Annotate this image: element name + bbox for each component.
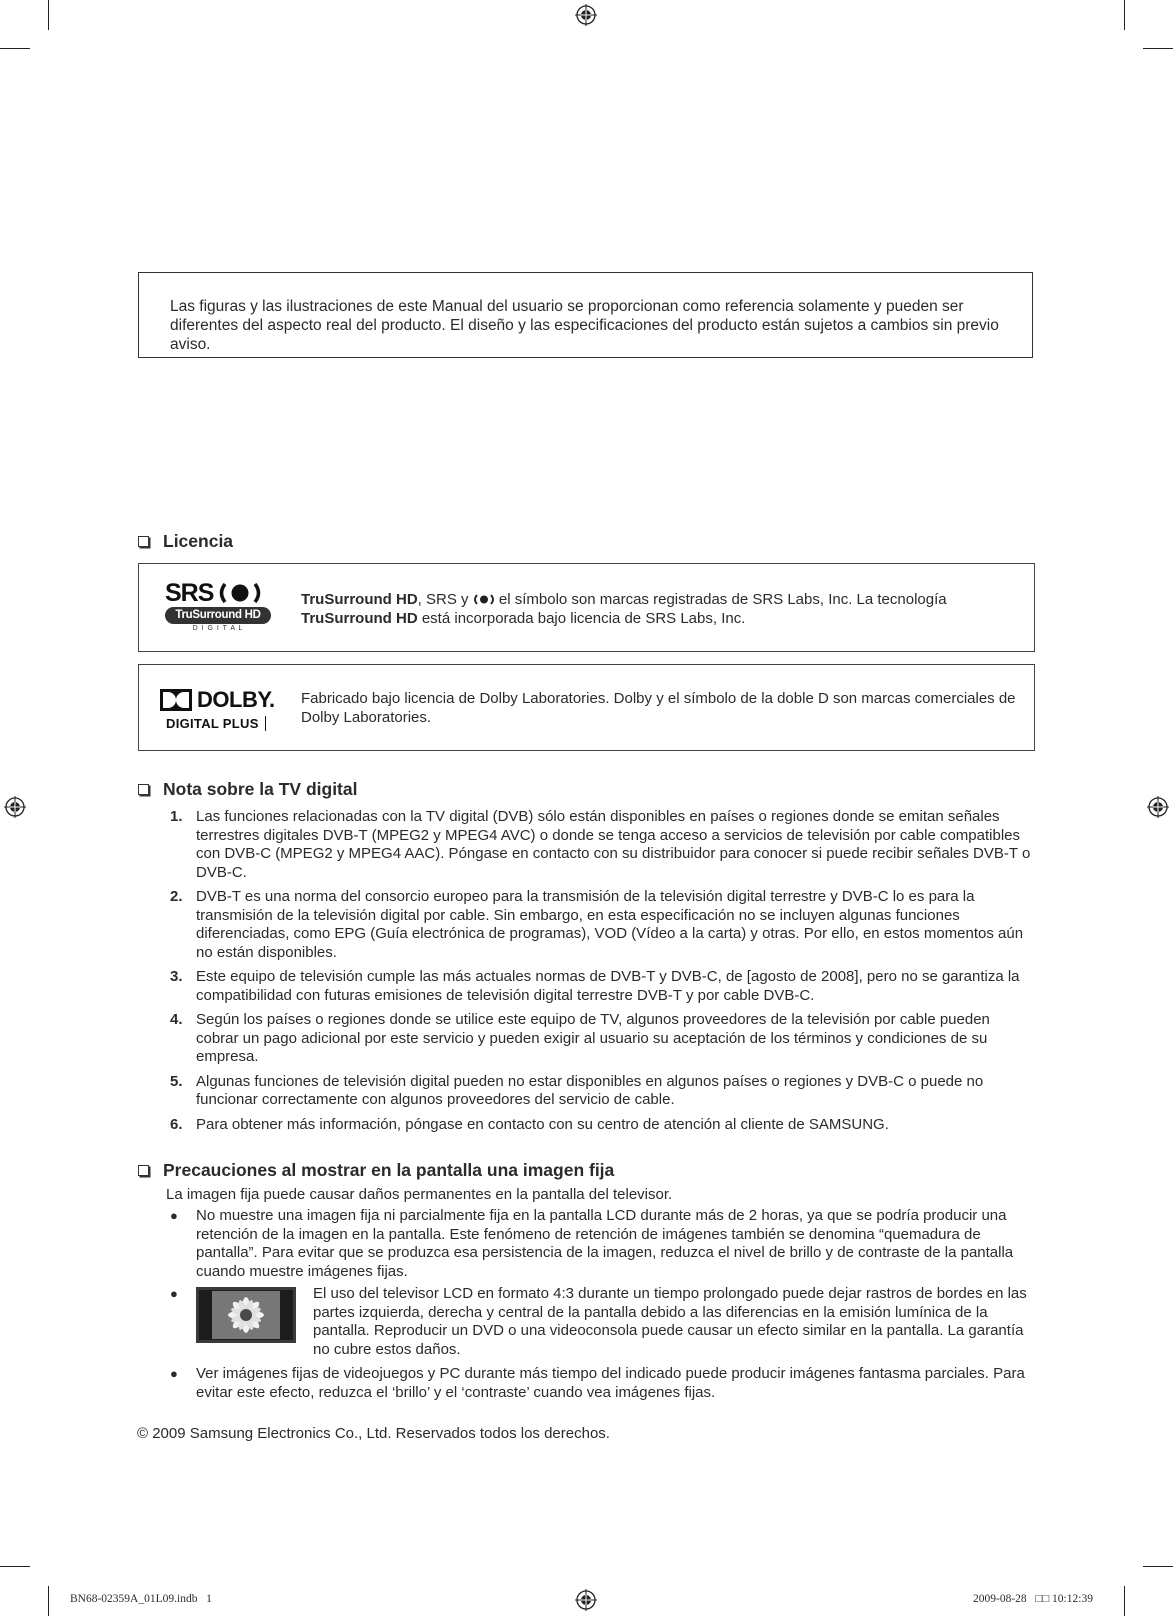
tv-still-image-illustration [196, 1287, 296, 1343]
list-item: 3. Este equipo de televisión cumple las más actuales normas de DVB-T y DVB-C, de [agosto de 2008], pero no se garantiza la compatibilidad con futuras emisiones de televisión digital terrestre DVB-T y por cable DVB-C. [170, 968, 1020, 1004]
brand-name: TruSurround HD [301, 610, 418, 627]
logo-divider [265, 716, 267, 731]
digital-tv-notes-list [166, 808, 1036, 1140]
checkbox-bullet-icon [138, 1165, 149, 1176]
precaution-bullet-1: No muestre una imagen fija ni parcialmente fija en la pantalla LCD durante más de 2 horas, ya que se podría producir una retención de la imagen en la pantalla. Este fenómeno de retención de imágenes también se denomina “quemadura de pantalla”. Para evitar que se produzca esa persistencia de la imagen, reduzca el nivel de brillo y de contraste de la pantalla cuando muestre imágenes fijas. [196, 1207, 1014, 1280]
bullet-icon: ● [170, 1208, 178, 1223]
srs-logo-text: SRS [165, 579, 214, 607]
srs-logo [165, 581, 273, 637]
srs-license-box [138, 563, 1035, 652]
dolby-logo [160, 687, 280, 733]
crop-mark [0, 1566, 30, 1567]
bullet-icon: ● [170, 1286, 178, 1301]
disclaimer-text: Las figuras y las ilustraciones de este Manual del usuario se proporcionan como referencia solamente y pueden ser diferentes del aspecto real del producto. El diseño y las especificaciones del producto están sujetos a cambios sin previo aviso. [170, 298, 999, 353]
bullet-icon: ● [170, 1366, 178, 1381]
copyright-text: © 2009 Samsung Electronics Co., Ltd. Reservados todos los derechos. [137, 1425, 610, 1442]
registration-mark-icon [1147, 796, 1169, 818]
srs-symbol-icon [217, 582, 263, 604]
footer-timestamp: 2009-08-28 □□ 10:12:39 [973, 1593, 1093, 1605]
dolby-logo-text: DOLBY. [197, 687, 275, 712]
srs-symbol-icon [473, 594, 495, 605]
registration-mark-icon [575, 1589, 597, 1611]
precaution-bullet-3: Ver imágenes fijas de videojuegos y PC durante más tiempo del indicado puede producir imágenes fantasma parciales. Para evitar este efecto, reduzca el ‘brillo’ y el ‘contraste’ cuando vea imágenes fijas. [196, 1365, 1025, 1401]
dolby-license-text: Fabricado bajo licencia de Dolby Laboratories. Dolby y el símbolo de la doble D son marcas comerciales de Dolby Laboratories. [301, 690, 1016, 726]
brand-name: TruSurround HD [301, 591, 418, 608]
disclaimer-box [138, 272, 1033, 358]
crop-mark [48, 1586, 49, 1616]
section-heading-precauciones [138, 1160, 614, 1181]
list-item: 4. Según los países o regiones donde se utilice este equipo de TV, algunos proveedores de la televisión por cable pueden cobrar un pago adicional por este servicio y pueden exigir al usuario su aceptación de los términos y condiciones de su empresa. [170, 1011, 990, 1065]
crop-mark [0, 48, 30, 49]
registration-mark-icon [4, 796, 26, 818]
crop-mark [1124, 0, 1125, 30]
crop-mark [1143, 1566, 1173, 1567]
section-heading-licencia [138, 531, 233, 552]
digital-plus-text: DIGITAL PLUS [166, 716, 259, 731]
precaution-bullet-2: El uso del televisor LCD en formato 4:3 durante un tiempo prolongado puede dejar rastros de bordes en las partes izquierda, derecha y central de la pantalla debido a las diferencias en la emisión lumínica de la pantalla. Reproducir un DVD o una videoconsola puede causar un efecto similar en la pantalla. La garantía no cubre estos daños. [313, 1285, 1027, 1358]
checkbox-bullet-icon [138, 784, 149, 795]
dolby-license-box [138, 664, 1035, 751]
heading-text: Precauciones al mostrar en la pantalla una imagen fija [163, 1160, 615, 1180]
crop-mark [1143, 48, 1173, 49]
trusurround-logo-badge: TruSurround HD [165, 607, 271, 624]
list-item: 1. Las funciones relacionadas con la TV digital (DVB) sólo están disponibles en países o regiones donde se emitan señales terrestres digitales DVB-T (MPEG2 y MPEG4 AVC) o donde se tenga acceso a servicios de televisión por cable compatibles con DVB-C (MPEG2 y MPEG4 AAC). Póngase en contacto con su distribuidor para conocer si puede recibir señales DVB-T o DVB-C. [170, 808, 1031, 881]
crop-mark [48, 0, 49, 30]
crop-mark [1124, 1586, 1125, 1616]
precauciones-intro: La imagen fija puede causar daños permanentes en la pantalla del televisor. [166, 1186, 673, 1203]
dolby-double-d-icon [160, 689, 192, 711]
srs-license-text: TruSurround HD, SRS y el símbolo son marcas registradas de SRS Labs, Inc. La tecnología TruSurround HD está incorporada bajo licencia de SRS Labs, Inc. [301, 591, 947, 627]
list-item: 5. Algunas funciones de televisión digital pueden no estar disponibles en algunos países o regiones y DVB-C o puede no funcionar correctamente con algunos proveedores del servicio de cable. [170, 1072, 984, 1108]
digital-logo-text: D I G I T A L [192, 625, 244, 632]
heading-text: Licencia [163, 531, 234, 551]
checkbox-bullet-icon [138, 536, 149, 547]
section-heading-nota [138, 779, 357, 800]
registration-mark-icon [575, 4, 597, 26]
list-item: 2. DVB-T es una norma del consorcio europeo para la transmisión de la televisión digital terrestre y DVB-C lo es para la transmisión de la televisión digital por cable. Sin embargo, en esta especificación no se incluyen algunas funciones diferenciadas, como EPG (Guía electrónica de programas), VOD (Vídeo a la carta) y otras. Por ello, en estos momentos aún no están disponibles. [170, 888, 1024, 961]
footer-file-name: BN68-02359A_01L09.indb 1 [70, 1593, 212, 1605]
list-item: 6. Para obtener más información, póngase en contacto con su centro de atención al cliente de SAMSUNG. [170, 1115, 889, 1133]
heading-text: Nota sobre la TV digital [163, 779, 358, 799]
